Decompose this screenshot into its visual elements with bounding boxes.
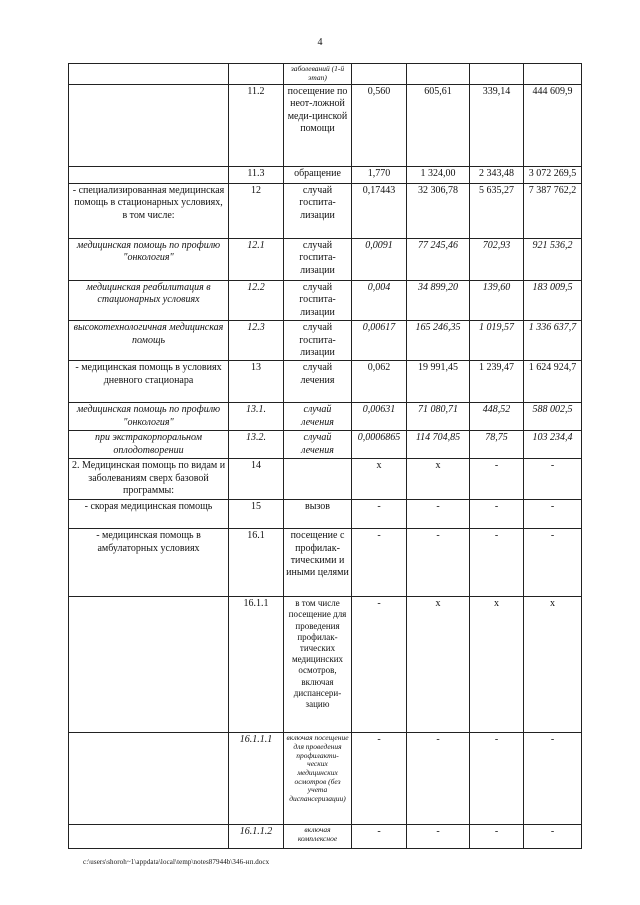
row-value-3: х — [470, 597, 524, 733]
row-value-1: 0,17443 — [352, 184, 407, 239]
row-value-2: 114 704,85 — [407, 431, 470, 459]
row-code: 14 — [229, 459, 284, 500]
row-name: медицинская помощь по профилю "онкология" — [69, 403, 229, 431]
row-value-4: 183 009,5 — [524, 281, 582, 321]
row-value-1: - — [352, 500, 407, 529]
row-name — [69, 167, 229, 184]
table-row — [69, 239, 582, 281]
row-value-1: 0,00631 — [352, 403, 407, 431]
row-value-2: - — [407, 825, 470, 849]
row-code: 12 — [229, 184, 284, 239]
row-value-4: 7 387 762,2 — [524, 184, 582, 239]
row-unit: обращение — [284, 167, 352, 184]
row-value-3: - — [470, 825, 524, 849]
row-value-2: 71 080,71 — [407, 403, 470, 431]
row-value-3 — [470, 64, 524, 85]
row-code: 16.1.1.2 — [229, 825, 284, 849]
row-name: - медицинская помощь в амбулаторных условиях — [69, 529, 229, 597]
row-value-3: - — [470, 500, 524, 529]
row-value-1: - — [352, 597, 407, 733]
row-name — [69, 825, 229, 849]
row-name — [69, 733, 229, 825]
row-unit: случай госпита-лизации — [284, 321, 352, 361]
row-unit: в том числе посещение для проведения профилак-тических медицинских осмотров, включая диспансери-зацию — [284, 597, 352, 733]
row-value-2: 77 245,46 — [407, 239, 470, 281]
row-value-3: 448,52 — [470, 403, 524, 431]
row-value-1: - — [352, 825, 407, 849]
table-row — [69, 529, 582, 597]
row-name: - медицинская помощь в условиях дневного стационара — [69, 361, 229, 403]
row-value-3: 2 343,48 — [470, 167, 524, 184]
row-value-2: х — [407, 597, 470, 733]
table-row — [69, 825, 582, 849]
indicator-table — [68, 63, 582, 849]
row-value-4: - — [524, 459, 582, 500]
row-value-4: 1 336 637,7 — [524, 321, 582, 361]
row-code: 16.1 — [229, 529, 284, 597]
row-value-1: 0,004 — [352, 281, 407, 321]
row-code: 15 — [229, 500, 284, 529]
table-row — [69, 459, 582, 500]
row-name — [69, 597, 229, 733]
table-row — [69, 733, 582, 825]
row-value-1: 0,062 — [352, 361, 407, 403]
row-value-2: 19 991,45 — [407, 361, 470, 403]
row-value-3: 139,60 — [470, 281, 524, 321]
row-name: медицинская реабилитация в стационарных условиях — [69, 281, 229, 321]
table-row — [69, 500, 582, 529]
row-name — [69, 64, 229, 85]
row-unit: заболеваний (1-й этап) — [284, 64, 352, 85]
row-name: высокотехнологичная медицинская помощь — [69, 321, 229, 361]
row-code: 12.1 — [229, 239, 284, 281]
row-code: 13 — [229, 361, 284, 403]
row-value-4: 103 234,4 — [524, 431, 582, 459]
row-value-4: 921 536,2 — [524, 239, 582, 281]
row-value-2: 1 324,00 — [407, 167, 470, 184]
row-unit: случай госпита-лизации — [284, 239, 352, 281]
row-value-2: 605,61 — [407, 85, 470, 167]
table-row — [69, 64, 582, 85]
table-row — [69, 431, 582, 459]
row-value-2: 165 246,35 — [407, 321, 470, 361]
row-value-3: 1 019,57 — [470, 321, 524, 361]
row-value-3: 1 239,47 — [470, 361, 524, 403]
row-value-1 — [352, 64, 407, 85]
row-value-4: - — [524, 529, 582, 597]
row-value-3: - — [470, 733, 524, 825]
row-value-4: - — [524, 500, 582, 529]
row-value-2 — [407, 64, 470, 85]
row-value-4: - — [524, 825, 582, 849]
row-value-2: - — [407, 529, 470, 597]
row-value-1: 0,560 — [352, 85, 407, 167]
document-file-path: c:\users\shoroh~1\appdata\local\temp\notes87944b\346-нп.docx — [83, 858, 270, 866]
row-code — [229, 64, 284, 85]
row-value-4: х — [524, 597, 582, 733]
row-value-1: х — [352, 459, 407, 500]
row-unit: вызов — [284, 500, 352, 529]
row-code: 16.1.1.1 — [229, 733, 284, 825]
row-name: 2. Медицинская помощь по видам и заболеваниям сверх базовой программы: — [69, 459, 229, 500]
row-value-1: - — [352, 733, 407, 825]
row-value-3: 78,75 — [470, 431, 524, 459]
row-name: при экстракорпоральном оплодотворении — [69, 431, 229, 459]
row-code: 16.1.1 — [229, 597, 284, 733]
row-code: 12.2 — [229, 281, 284, 321]
table-row — [69, 597, 582, 733]
row-value-2: 34 899,20 — [407, 281, 470, 321]
row-unit: случай госпита-лизации — [284, 281, 352, 321]
table-row — [69, 281, 582, 321]
row-unit: включая комплексное — [284, 825, 352, 849]
table-row — [69, 321, 582, 361]
row-value-1: 1,770 — [352, 167, 407, 184]
row-code: 13.1. — [229, 403, 284, 431]
row-value-1: 0,00617 — [352, 321, 407, 361]
row-value-3: - — [470, 459, 524, 500]
row-code: 12.3 — [229, 321, 284, 361]
row-value-4 — [524, 64, 582, 85]
row-unit — [284, 459, 352, 500]
row-code: 13.2. — [229, 431, 284, 459]
row-unit: случай лечения — [284, 403, 352, 431]
row-value-2: х — [407, 459, 470, 500]
row-value-1: 0,0091 — [352, 239, 407, 281]
row-unit: случай лечения — [284, 431, 352, 459]
row-value-1: - — [352, 529, 407, 597]
table-row — [69, 184, 582, 239]
row-value-3: - — [470, 529, 524, 597]
row-value-3: 702,93 — [470, 239, 524, 281]
row-unit: посещение с профилак-тическими и иными целями — [284, 529, 352, 597]
row-name: медицинская помощь по профилю "онкология" — [69, 239, 229, 281]
row-value-4: 3 072 269,5 — [524, 167, 582, 184]
table-row — [69, 85, 582, 167]
row-value-2: 32 306,78 — [407, 184, 470, 239]
row-name — [69, 85, 229, 167]
row-value-3: 339,14 — [470, 85, 524, 167]
row-unit: включая посещение для проведения профилакти-ческих медицинских осмотров (без учета диспансеризации) — [284, 733, 352, 825]
row-name: - специализированная медицинская помощь в стационарных условиях, в том числе: — [69, 184, 229, 239]
row-unit: посещение по неот-ложной меди-цинской помощи — [284, 85, 352, 167]
row-unit: случай госпита-лизации — [284, 184, 352, 239]
table-row — [69, 167, 582, 184]
row-value-1: 0,0006865 — [352, 431, 407, 459]
row-value-2: - — [407, 733, 470, 825]
table-row — [69, 361, 582, 403]
page-number: 4 — [317, 37, 323, 48]
row-value-4: 588 002,5 — [524, 403, 582, 431]
row-name: - скорая медицинская помощь — [69, 500, 229, 529]
row-value-2: - — [407, 500, 470, 529]
row-code: 11.3 — [229, 167, 284, 184]
row-value-4: - — [524, 733, 582, 825]
row-value-3: 5 635,27 — [470, 184, 524, 239]
table-row — [69, 403, 582, 431]
row-code: 11.2 — [229, 85, 284, 167]
row-value-4: 1 624 924,7 — [524, 361, 582, 403]
row-unit: случай лечения — [284, 361, 352, 403]
row-value-4: 444 609,9 — [524, 85, 582, 167]
